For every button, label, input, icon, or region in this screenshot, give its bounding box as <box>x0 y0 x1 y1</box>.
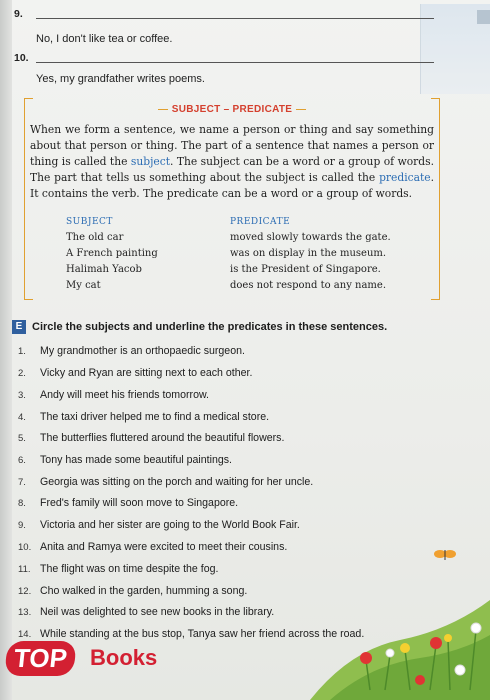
exercise-badge: E <box>12 320 26 334</box>
flower-icon <box>415 675 425 685</box>
sentence: 8. Fred's family will soon move to Singapore. <box>18 497 239 509</box>
predicate-cell: was on display in the museum. <box>230 248 387 259</box>
sentence: 2. Vicky and Ryan are sitting next to each other. <box>18 367 253 379</box>
flower-icon <box>386 649 394 657</box>
subject-predicate-box <box>24 98 440 298</box>
subject-column <box>66 214 158 294</box>
answer-line <box>36 62 434 63</box>
sentence: 7. Georgia was sitting on the porch and waiting for her uncle. <box>18 476 314 488</box>
sentence: 9. Victoria and her sister are going to the World Book Fair. <box>18 519 300 531</box>
exercise-heading <box>12 320 387 334</box>
predicate-cell: moved slowly towards the gate. <box>230 232 391 243</box>
sentence: 10. Anita and Ramya were excited to meet their cousins. <box>18 541 288 553</box>
explanation-paragraph: When we form a sentence, we name a person or thing and say something about that person or thing. The part of a sentence that names a person or thing is called the subject. The subject can be a word or a group of words. The part that tells us something about the subject is called the predicate. It contains the verb. The predicate can be a word or a group of words. <box>30 123 434 200</box>
sentence: 13. Neil was delighted to see new books in the library. <box>18 606 275 618</box>
sentence: 3. Andy will meet his friends tomorrow. <box>18 389 209 401</box>
flower-icon <box>455 665 465 675</box>
answer-text: Yes, my grandfather writes poems. <box>36 73 205 85</box>
logo-top-badge: TOP <box>4 641 77 676</box>
box-title: SUBJECT – PREDICATE <box>24 104 440 115</box>
predicate-cell: does not respond to any name. <box>230 280 387 291</box>
predicate-cell: is the President of Singapore. <box>230 264 381 275</box>
question-number: 9. <box>14 8 23 20</box>
sentence: 14. While standing at the bus stop, Tanya saw her friend across the road. <box>18 628 365 640</box>
sentence: 5. The butterflies fluttered around the beautiful flowers. <box>18 432 285 444</box>
predicate-column <box>230 214 391 294</box>
flower-icon <box>360 652 372 664</box>
subject-cell: Halimah Yacob <box>66 264 142 275</box>
page-gutter <box>0 0 12 700</box>
answer-text: No, I don't like tea or coffee. <box>36 33 173 45</box>
exercise-instruction: Circle the subjects and underline the predicates in these sentences. <box>32 320 388 333</box>
watermark-logo <box>6 641 192 681</box>
logo-books-text: Books <box>90 645 158 670</box>
flower-icon <box>430 637 442 649</box>
subject-term: subject <box>130 155 171 168</box>
subject-cell: My cat <box>66 280 101 291</box>
sentence: 11. The flight was on time despite the fog. <box>18 563 219 575</box>
sentence: 4. The taxi driver helped me to find a medical store. <box>18 411 270 423</box>
sentence: 1. My grandmother is an orthopaedic surgeon. <box>18 345 245 357</box>
subject-cell: A French painting <box>66 248 158 259</box>
sentence: 6. Tony has made some beautiful paintings. <box>18 454 232 466</box>
flower-icon <box>471 623 481 633</box>
flower-icon <box>400 643 410 653</box>
subject-header: SUBJECT <box>66 217 113 227</box>
predicate-term: predicate <box>379 171 431 184</box>
subject-cell: The old car <box>66 232 124 243</box>
question-number: 10. <box>14 52 29 64</box>
sentence: 12. Cho walked in the garden, humming a song. <box>18 585 248 597</box>
answer-line <box>36 18 434 19</box>
flower-icon <box>444 634 452 642</box>
butterfly-icon <box>434 550 456 560</box>
predicate-header: PREDICATE <box>230 217 291 227</box>
garden-illustration <box>310 540 490 700</box>
